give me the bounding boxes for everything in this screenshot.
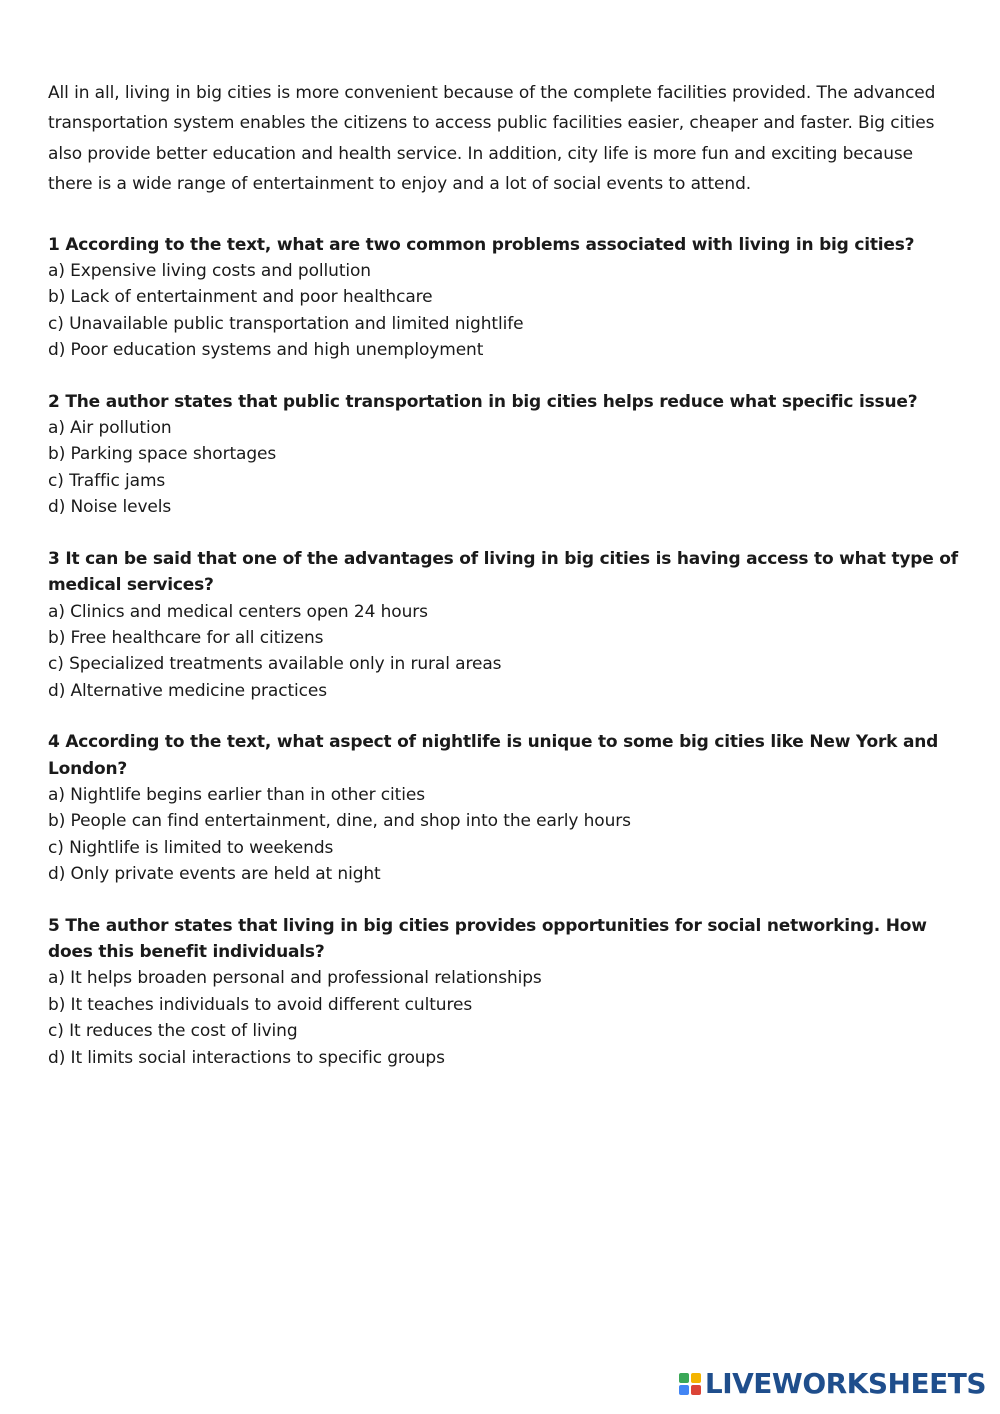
option-c[interactable]: c) Specialized treatments available only in rural areas (48, 654, 502, 675)
logo-text: LIVEWORKSHEETS (704, 1367, 986, 1400)
option-b[interactable]: b) Free healthcare for all citizens (48, 627, 324, 648)
options-list (48, 782, 960, 888)
question-text: 4 According to the text, what aspect of nightlife is unique to some big cities like New York and London? (48, 732, 939, 779)
option-a[interactable]: a) Clinics and medical centers open 24 hours (48, 601, 428, 622)
worksheet-page (48, 78, 960, 1096)
option-b[interactable]: b) It teaches individuals to avoid different cultures (48, 994, 473, 1015)
options-list (48, 599, 960, 705)
question-2 (48, 389, 960, 521)
question-1 (48, 232, 960, 364)
logo-square-yellow (691, 1373, 701, 1383)
option-c[interactable]: c) It reduces the cost of living (48, 1021, 298, 1042)
option-b[interactable]: b) Parking space shortages (48, 444, 277, 465)
options-list (48, 965, 960, 1071)
option-a[interactable]: a) Nightlife begins earlier than in other cities (48, 784, 425, 805)
question-3 (48, 546, 960, 704)
question-4 (48, 729, 960, 887)
logo-square-red (691, 1385, 701, 1395)
option-d[interactable]: d) Poor education systems and high unemployment (48, 340, 484, 361)
option-b[interactable]: b) People can find entertainment, dine, and shop into the early hours (48, 811, 631, 832)
option-c[interactable]: c) Nightlife is limited to weekends (48, 837, 334, 858)
question-5 (48, 913, 960, 1071)
logo-square-green (679, 1373, 689, 1383)
option-b[interactable]: b) Lack of entertainment and poor healthcare (48, 287, 433, 308)
liveworksheets-logo (679, 1367, 986, 1400)
question-text: 3 It can be said that one of the advantages of living in big cities is having access to what type of medical services? (48, 548, 958, 596)
intro-paragraph: All in all, living in big cities is more convenient because of the complete facilities provided. The advanced transportation system enables the citizens to access public facilities easier, cheaper and faster. Big cities also provide better education and health service. In addition, city life is more fun and exciting because there is a wide range of entertainment to enjoy and a lot of social events to attend. (48, 83, 936, 195)
option-d[interactable]: d) It limits social interactions to specific groups (48, 1047, 445, 1068)
logo-icon (679, 1373, 701, 1395)
option-d[interactable]: d) Only private events are held at night (48, 864, 381, 885)
option-c[interactable]: c) Unavailable public transportation and limited nightlife (48, 313, 524, 334)
question-text: 1 According to the text, what are two common problems associated with living in big cities? (48, 234, 915, 255)
logo-square-blue (679, 1385, 689, 1395)
option-a[interactable]: a) Air pollution (48, 418, 172, 439)
options-list (48, 415, 960, 521)
option-d[interactable]: d) Noise levels (48, 497, 172, 518)
question-text: 5 The author states that living in big cities provides opportunities for social networking. How does this benefit individuals? (48, 915, 927, 962)
option-a[interactable]: a) It helps broaden personal and professional relationships (48, 968, 542, 989)
option-c[interactable]: c) Traffic jams (48, 470, 166, 491)
question-text: 2 The author states that public transportation in big cities helps reduce what specific issue? (48, 391, 918, 412)
option-a[interactable]: a) Expensive living costs and pollution (48, 261, 371, 282)
options-list (48, 258, 960, 364)
option-d[interactable]: d) Alternative medicine practices (48, 680, 328, 701)
